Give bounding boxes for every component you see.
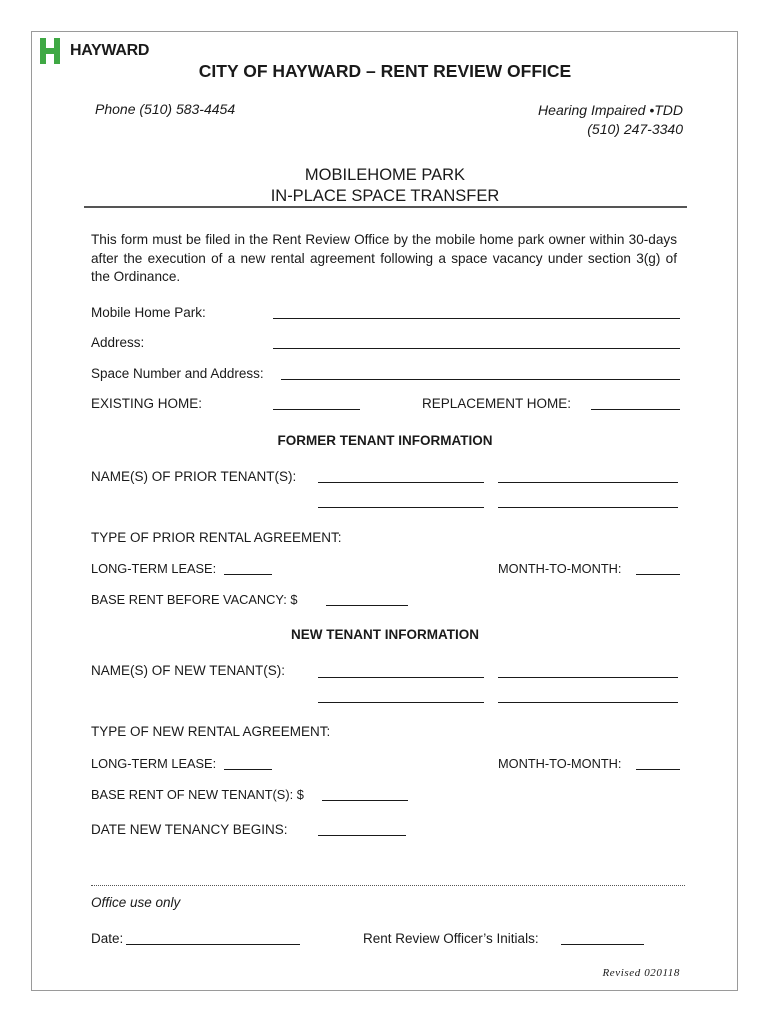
space-number-field[interactable] — [281, 379, 680, 380]
form-title — [0, 165, 770, 207]
mobile-home-park-field[interactable] — [273, 318, 680, 319]
prior-agreement-label: TYPE OF PRIOR RENTAL AGREEMENT: — [91, 530, 342, 545]
intro-paragraph: This form must be filed in the Rent Review Office by the mobile home park owner within 30-days after the execution of a new rental agreement following a space vacancy under section 3(g) of the Ordinance. — [91, 232, 677, 284]
officer-initials-label: Rent Review Officer’s Initials: — [363, 931, 539, 946]
address-label: Address: — [91, 335, 145, 350]
new-tenant-name-field-3[interactable] — [318, 702, 484, 703]
new-agreement-label: TYPE OF NEW RENTAL AGREEMENT: — [91, 724, 331, 739]
space-number-label: Space Number and Address: — [91, 366, 264, 381]
new-tenant-name-field-4[interactable] — [498, 702, 678, 703]
address-field[interactable] — [273, 348, 680, 349]
prior-tenant-name-field-4[interactable] — [498, 507, 678, 508]
mobile-home-park-label: Mobile Home Park: — [91, 305, 206, 320]
new-tenant-name-field-1[interactable] — [318, 677, 484, 678]
base-rent-new-field[interactable] — [322, 800, 408, 801]
tdd-number: (510) 247-3340 — [587, 121, 683, 137]
logo-text: HAYWARD — [70, 42, 150, 59]
office-date-label: Date: — [91, 931, 124, 946]
form-title-line2: IN-PLACE SPACE TRANSFER — [270, 187, 500, 205]
office-use-divider — [91, 885, 685, 886]
base-rent-before-field[interactable] — [326, 605, 408, 606]
office-title: CITY OF HAYWARD – RENT REVIEW OFFICE — [198, 61, 572, 81]
new-month-to-month-label: MONTH-TO-MONTH: — [498, 756, 622, 771]
title-rule — [84, 206, 687, 208]
new-tenant-heading: NEW TENANT INFORMATION — [291, 627, 479, 642]
replacement-home-field[interactable] — [591, 409, 680, 410]
replacement-home-label: REPLACEMENT HOME: — [422, 396, 572, 411]
new-long-term-label: LONG-TERM LEASE: — [91, 756, 217, 771]
prior-tenant-name-field-2[interactable] — [498, 482, 678, 483]
new-tenant-names-label: NAME(S) OF NEW TENANT(S): — [91, 663, 285, 678]
prior-tenant-names-label: NAME(S) OF PRIOR TENANT(S): — [91, 469, 297, 484]
prior-long-term-label: LONG-TERM LEASE: — [91, 561, 217, 576]
tdd-label: Hearing Impaired •TDD — [538, 102, 683, 118]
new-tenant-name-field-2[interactable] — [498, 677, 678, 678]
new-long-term-field[interactable] — [224, 769, 272, 770]
prior-month-to-month-label: MONTH-TO-MONTH: — [498, 561, 622, 576]
prior-tenant-name-field-1[interactable] — [318, 482, 484, 483]
office-date-field[interactable] — [126, 944, 300, 945]
existing-home-label: EXISTING HOME: — [91, 396, 203, 411]
former-tenant-heading: FORMER TENANT INFORMATION — [277, 433, 493, 448]
prior-tenant-name-field-3[interactable] — [318, 507, 484, 508]
prior-month-to-month-field[interactable] — [636, 574, 680, 575]
existing-home-field[interactable] — [273, 409, 360, 410]
tdd-info — [538, 101, 683, 139]
office-use-label: Office use only — [91, 895, 181, 910]
phone-number: Phone (510) 583-4454 — [95, 101, 236, 117]
date-tenancy-begins-label: DATE NEW TENANCY BEGINS: — [91, 822, 288, 837]
base-rent-before-label: BASE RENT BEFORE VACANCY: $ — [91, 592, 298, 607]
form-title-line1: MOBILEHOME PARK — [304, 166, 466, 184]
prior-long-term-field[interactable] — [224, 574, 272, 575]
new-month-to-month-field[interactable] — [636, 769, 680, 770]
date-tenancy-begins-field[interactable] — [318, 835, 406, 836]
revision-note: Revised 020118 — [602, 967, 680, 979]
officer-initials-field[interactable] — [561, 944, 644, 945]
base-rent-new-label: BASE RENT OF NEW TENANT(S): $ — [91, 787, 304, 802]
